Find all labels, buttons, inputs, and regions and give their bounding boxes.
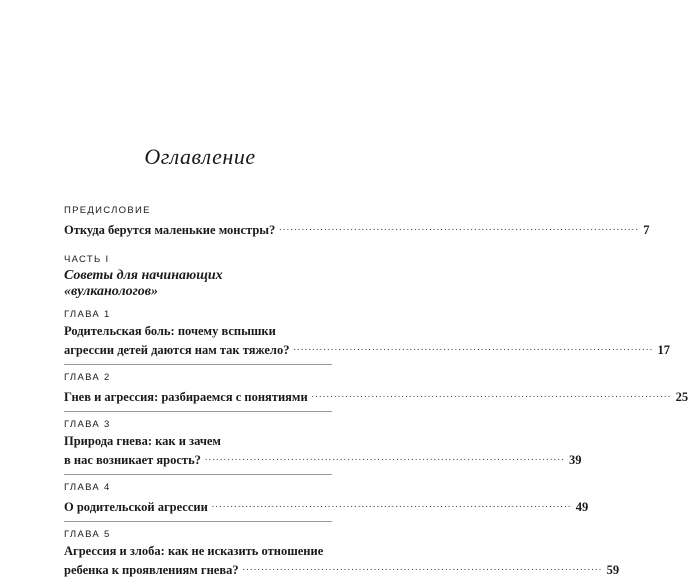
entry-title-line1[interactable]: Природа гнева: как и зачем bbox=[64, 434, 221, 448]
entry-line[interactable] bbox=[64, 386, 688, 405]
entry-label: ГЛАВА 3 bbox=[64, 419, 111, 430]
entry-title: агрессии детей даются нам так тяжело? bbox=[64, 343, 290, 357]
entry-line[interactable] bbox=[64, 496, 589, 515]
entry-title-line1[interactable]: Агрессия и злоба: как не исказить отношение bbox=[64, 544, 324, 558]
entry-label: ГЛАВА 5 bbox=[64, 529, 111, 540]
entry-title: Гнев и агрессия: разбираемся с понятиями bbox=[64, 390, 308, 404]
entry-page: 59 bbox=[606, 563, 620, 577]
part-title-line1: Советы для начинающих bbox=[64, 268, 223, 283]
toc-heading: Оглавление bbox=[144, 144, 256, 169]
toc-part-1 bbox=[64, 254, 332, 300]
entry-label: ГЛАВА 1 bbox=[64, 309, 111, 320]
entry-line[interactable] bbox=[64, 219, 650, 238]
toc-entry-chapter-2 bbox=[64, 372, 688, 405]
entry-page: 25 bbox=[675, 390, 688, 404]
leader-dots: ................................................................................................ bbox=[242, 562, 603, 572]
leader-dots: ................................................................................................ bbox=[204, 452, 565, 462]
leader-dots: ................................................................................................ bbox=[311, 389, 672, 399]
entry-page: 7 bbox=[643, 223, 650, 237]
entry-label: ПРЕДИСЛОВИЕ bbox=[64, 205, 151, 216]
leader-dots: ................................................................................................ bbox=[211, 499, 572, 509]
toc-entry-chapter-5 bbox=[64, 529, 620, 578]
entry-line[interactable] bbox=[64, 339, 670, 358]
toc-entry-chapter-1 bbox=[64, 309, 670, 358]
divider bbox=[64, 521, 332, 522]
entry-page: 39 bbox=[568, 453, 582, 467]
toc-entry-chapter-4 bbox=[64, 482, 589, 515]
divider bbox=[64, 411, 332, 412]
entry-label: ГЛАВА 4 bbox=[64, 482, 111, 493]
entry-line[interactable] bbox=[64, 559, 620, 578]
entry-title: в нас возникает ярость? bbox=[64, 453, 201, 467]
entry-title-line1[interactable]: Родительская боль: почему вспышки bbox=[64, 324, 276, 338]
part-title-line2: «вулканологов» bbox=[64, 284, 159, 299]
entry-label: ГЛАВА 2 bbox=[64, 372, 111, 383]
divider bbox=[64, 474, 332, 475]
toc-list bbox=[64, 205, 688, 578]
entry-line[interactable] bbox=[64, 449, 582, 468]
entry-title: Откуда берутся маленькие монстры? bbox=[64, 223, 276, 237]
entry-title: О родительской агрессии bbox=[64, 500, 208, 514]
leader-dots: ................................................................................................ bbox=[293, 342, 654, 352]
entry-title: ребенка к проявлениям гнева? bbox=[64, 563, 239, 577]
entry-page: 49 bbox=[575, 500, 589, 514]
toc-entry-chapter-3 bbox=[64, 419, 582, 468]
part-label: ЧАСТЬ I bbox=[64, 254, 110, 265]
divider bbox=[64, 364, 332, 365]
entry-page: 17 bbox=[657, 343, 670, 357]
leader-dots: ................................................................................................ bbox=[279, 222, 640, 232]
toc-entry-preface bbox=[64, 205, 650, 238]
